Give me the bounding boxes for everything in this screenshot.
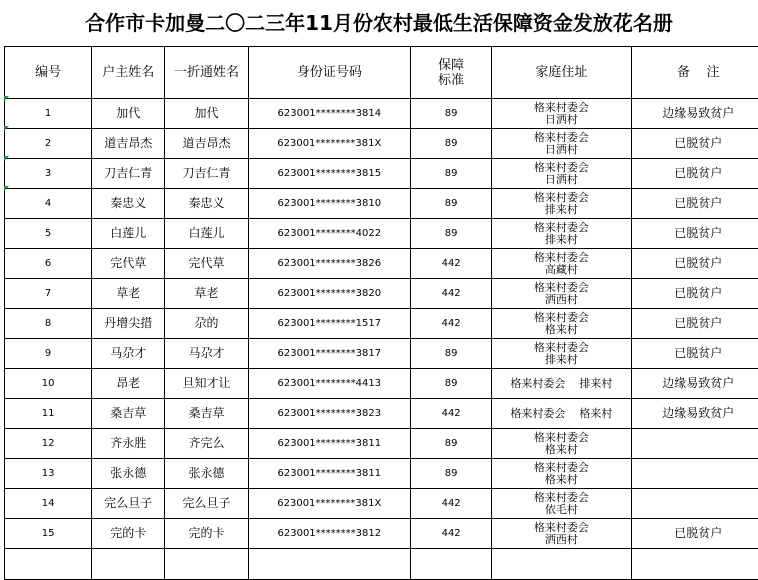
cell-standard: 89 <box>411 459 492 489</box>
address-committee: 格来村委会 <box>492 192 630 204</box>
cell-standard: 442 <box>411 279 492 309</box>
table-row <box>5 189 758 219</box>
cell-id-number: 623001********3820 <box>248 279 410 309</box>
cell-address <box>492 489 631 519</box>
blank-cell <box>492 549 631 580</box>
address-committee: 格来村委会 <box>492 312 630 324</box>
cell-remarks <box>631 489 758 519</box>
table-row <box>5 519 758 549</box>
cell-householder: 桑吉草 <box>92 399 165 429</box>
cell-id-number: 623001********3815 <box>248 159 410 189</box>
table-row <box>5 219 758 249</box>
cell-passbook-name: 草老 <box>165 279 248 309</box>
cell-id-number: 623001********3810 <box>248 189 410 219</box>
cell-standard: 442 <box>411 309 492 339</box>
header-householder: 户主姓名 <box>92 47 165 99</box>
cell-address <box>492 339 631 369</box>
address-committee: 格来村委会 <box>492 102 630 114</box>
cell-remarks: 边缘易致贫户 <box>631 99 758 129</box>
cell-address <box>492 249 631 279</box>
address-committee: 格来村委会 <box>492 462 630 474</box>
cell-address <box>492 399 631 429</box>
cell-id-number: 623001********3823 <box>248 399 410 429</box>
cell-remarks: 已脱贫户 <box>631 519 758 549</box>
blank-cell <box>92 549 165 580</box>
blank-cell <box>165 549 248 580</box>
cell-remarks: 已脱贫户 <box>631 129 758 159</box>
cell-address <box>492 309 631 339</box>
cell-standard: 89 <box>411 129 492 159</box>
address-village: 排来村 <box>492 234 630 246</box>
table-row <box>5 369 758 399</box>
cell-num: 4 <box>5 189 92 219</box>
cell-passbook-name: 秦忠义 <box>165 189 248 219</box>
cell-num: 15 <box>5 519 92 549</box>
cell-id-number: 623001********3826 <box>248 249 410 279</box>
header-standard-line2: 标准 <box>411 73 491 88</box>
cell-remarks: 边缘易致贫户 <box>631 369 758 399</box>
cell-indicator-icon <box>4 126 9 131</box>
cell-householder: 道吉昂杰 <box>92 129 165 159</box>
address-committee: 格来村委会 <box>510 377 565 390</box>
cell-standard: 442 <box>411 399 492 429</box>
cell-passbook-name: 白莲儿 <box>165 219 248 249</box>
cell-standard: 89 <box>411 429 492 459</box>
cell-standard: 442 <box>411 249 492 279</box>
cell-householder: 齐永胜 <box>92 429 165 459</box>
address-committee: 格来村委会 <box>492 252 630 264</box>
cell-id-number: 623001********1517 <box>248 309 410 339</box>
cell-num: 5 <box>5 219 92 249</box>
cell-householder: 张永德 <box>92 459 165 489</box>
cell-householder: 完么旦子 <box>92 489 165 519</box>
cell-remarks: 已脱贫户 <box>631 159 758 189</box>
table-row <box>5 399 758 429</box>
cell-householder: 完的卡 <box>92 519 165 549</box>
cell-address <box>492 219 631 249</box>
header-standard-line1: 保障 <box>411 58 491 73</box>
cell-num: 13 <box>5 459 92 489</box>
address-village: 格来村 <box>492 444 630 456</box>
address-committee: 格来村委会 <box>492 162 630 174</box>
address-village: 日洒村 <box>492 144 630 156</box>
address-village: 洒西村 <box>492 534 630 546</box>
cell-householder: 丹增尖措 <box>92 309 165 339</box>
cell-householder: 加代 <box>92 99 165 129</box>
cell-id-number: 623001********3814 <box>248 99 410 129</box>
cell-address <box>492 99 631 129</box>
cell-address <box>492 279 631 309</box>
cell-standard: 89 <box>411 99 492 129</box>
address-village: 排来村 <box>492 354 630 366</box>
cell-num: 8 <box>5 309 92 339</box>
address-committee: 格来村委会 <box>492 342 630 354</box>
table-row <box>5 279 758 309</box>
cell-passbook-name: 加代 <box>165 99 248 129</box>
table-row <box>5 99 758 129</box>
address-village: 格来村 <box>492 324 630 336</box>
cell-householder: 秦忠义 <box>92 189 165 219</box>
cell-remarks: 已脱贫户 <box>631 339 758 369</box>
cell-householder: 马尕才 <box>92 339 165 369</box>
address-committee: 格来村委会 <box>492 222 630 234</box>
cell-id-number: 623001********4022 <box>248 219 410 249</box>
cell-householder: 草老 <box>92 279 165 309</box>
cell-standard: 89 <box>411 189 492 219</box>
cell-standard: 442 <box>411 519 492 549</box>
header-remarks: 备 注 <box>631 47 758 99</box>
cell-passbook-name: 旦知才让 <box>165 369 248 399</box>
cell-passbook-name: 刀吉仁青 <box>165 159 248 189</box>
cell-indicator-icon <box>4 156 9 161</box>
cell-num: 14 <box>5 489 92 519</box>
cell-passbook-name: 完么旦子 <box>165 489 248 519</box>
address-village: 排来村 <box>492 204 630 216</box>
header-num: 编号 <box>5 47 92 99</box>
address-committee: 格来村委会 <box>492 132 630 144</box>
cell-householder: 白莲儿 <box>92 219 165 249</box>
cell-householder: 刀吉仁青 <box>92 159 165 189</box>
cell-passbook-name: 道吉昂杰 <box>165 129 248 159</box>
cell-standard: 89 <box>411 159 492 189</box>
cell-remarks: 已脱贫户 <box>631 279 758 309</box>
cell-remarks: 已脱贫户 <box>631 309 758 339</box>
header-passbook-name: 一折通姓名 <box>165 47 248 99</box>
address-village: 依毛村 <box>492 504 630 516</box>
address-committee: 格来村委会 <box>492 492 630 504</box>
table-row <box>5 159 758 189</box>
cell-passbook-name: 桑吉草 <box>165 399 248 429</box>
cell-id-number: 623001********3812 <box>248 519 410 549</box>
header-id-number: 身份证号码 <box>248 47 410 99</box>
cell-num: 9 <box>5 339 92 369</box>
cell-id-number: 623001********4413 <box>248 369 410 399</box>
address-committee: 格来村委会 <box>492 282 630 294</box>
cell-passbook-name: 完的卡 <box>165 519 248 549</box>
cell-standard: 89 <box>411 219 492 249</box>
header-address: 家庭住址 <box>492 47 631 99</box>
cell-indicator-icon <box>4 96 9 101</box>
cell-householder: 完代草 <box>92 249 165 279</box>
cell-id-number: 623001********381X <box>248 129 410 159</box>
cell-num: 3 <box>5 159 92 189</box>
header-row <box>5 47 758 99</box>
cell-id-number: 623001********381X <box>248 489 410 519</box>
cell-standard: 89 <box>411 339 492 369</box>
blank-cell <box>5 549 92 580</box>
blank-cell <box>248 549 410 580</box>
cell-address <box>492 519 631 549</box>
address-village: 格来村 <box>579 407 612 420</box>
cell-num: 6 <box>5 249 92 279</box>
cell-address <box>492 159 631 189</box>
cell-id-number: 623001********3811 <box>248 459 410 489</box>
roster-table <box>4 46 758 580</box>
cell-standard: 442 <box>411 489 492 519</box>
cell-passbook-name: 马尕才 <box>165 339 248 369</box>
cell-householder: 昂老 <box>92 369 165 399</box>
address-village: 洒西村 <box>492 294 630 306</box>
cell-num: 10 <box>5 369 92 399</box>
cell-remarks: 边缘易致贫户 <box>631 399 758 429</box>
cell-num: 2 <box>5 129 92 159</box>
cell-passbook-name: 完代草 <box>165 249 248 279</box>
cell-address <box>492 189 631 219</box>
address-village: 格来村 <box>492 474 630 486</box>
address-village: 高藏村 <box>492 264 630 276</box>
cell-remarks: 已脱贫户 <box>631 219 758 249</box>
cell-address <box>492 369 631 399</box>
roster-body <box>5 99 758 580</box>
cell-address <box>492 129 631 159</box>
cell-passbook-name: 齐完么 <box>165 429 248 459</box>
cell-passbook-name: 尕的 <box>165 309 248 339</box>
cell-standard: 89 <box>411 369 492 399</box>
cell-indicator-icon <box>4 186 9 191</box>
address-village: 日洒村 <box>492 114 630 126</box>
cell-num: 11 <box>5 399 92 429</box>
address-village: 日洒村 <box>492 174 630 186</box>
cell-num: 1 <box>5 99 92 129</box>
cell-id-number: 623001********3811 <box>248 429 410 459</box>
page-title: 合作市卡加曼二〇二三年11月份农村最低生活保障资金发放花名册 <box>0 0 758 46</box>
table-row <box>5 429 758 459</box>
cell-num: 7 <box>5 279 92 309</box>
cell-id-number: 623001********3817 <box>248 339 410 369</box>
cell-passbook-name: 张永德 <box>165 459 248 489</box>
cell-remarks <box>631 429 758 459</box>
cell-num: 12 <box>5 429 92 459</box>
cell-address <box>492 459 631 489</box>
header-standard <box>411 47 492 99</box>
table-row <box>5 489 758 519</box>
blank-cell <box>411 549 492 580</box>
blank-cell <box>631 549 758 580</box>
address-committee: 格来村委会 <box>510 407 565 420</box>
address-committee: 格来村委会 <box>492 432 630 444</box>
address-village: 排来村 <box>579 377 612 390</box>
cell-address <box>492 429 631 459</box>
blank-row <box>5 549 758 580</box>
table-row <box>5 129 758 159</box>
table-row <box>5 249 758 279</box>
table-row <box>5 459 758 489</box>
cell-remarks: 已脱贫户 <box>631 249 758 279</box>
cell-remarks: 已脱贫户 <box>631 189 758 219</box>
table-row <box>5 339 758 369</box>
address-committee: 格来村委会 <box>492 522 630 534</box>
table-row <box>5 309 758 339</box>
cell-remarks <box>631 459 758 489</box>
